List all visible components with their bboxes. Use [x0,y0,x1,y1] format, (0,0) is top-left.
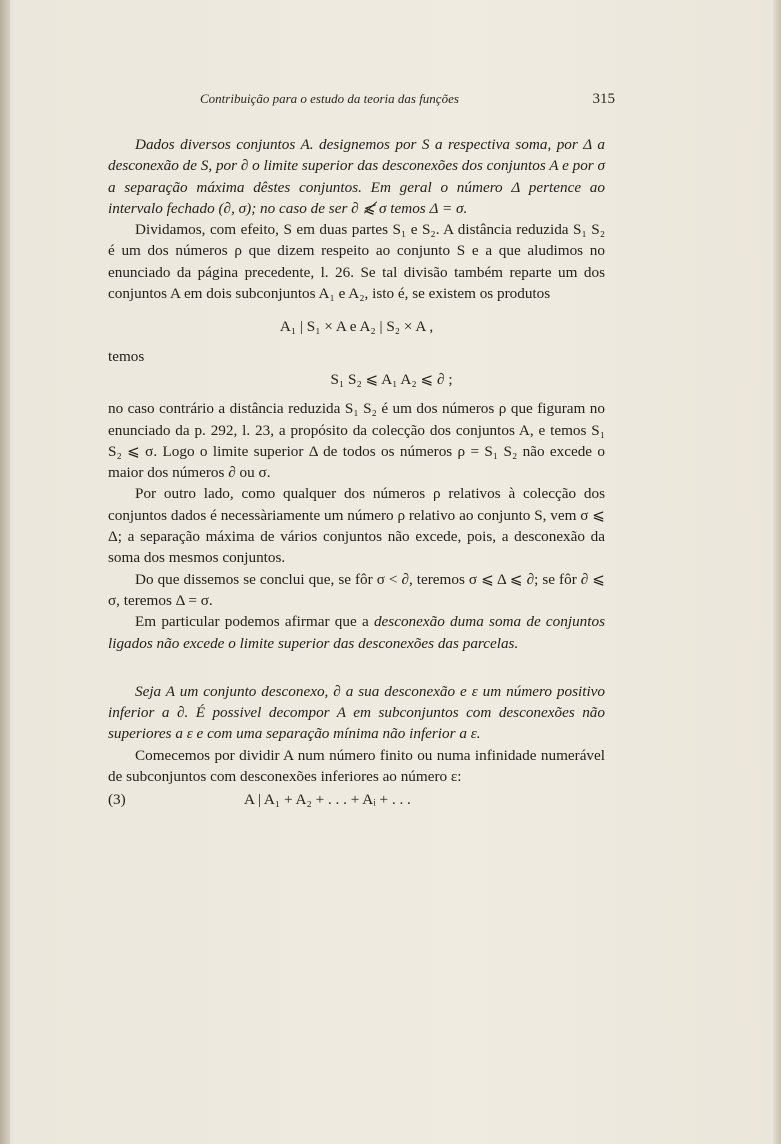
equation-3 [108,789,605,810]
paragraph-conclusion: Do que dissemos se conclui que, se fôr σ < ∂, teremos σ ⩽ Δ ⩽ ∂; se fôr ∂ ⩽ σ, teremos Δ = σ. [108,570,605,609]
running-title: Contribuição para o estudo da teoria das funções [200,91,459,106]
paragraph-proof-3: Por outro lado, como qualquer dos números ρ relativos à colecção dos conjuntos dados é necessàriamente um número ρ relativo ao conjunto S, vem σ ⩽ Δ; a separação máxima de vários conjuntos não excede, pois, a desconexão da soma dos mesmos conjuntos. [108,485,605,567]
running-header [200,91,615,107]
paragraph-theorem-1: Dados diversos conjuntos A. designemos por S a respectiva soma, por Δ a desconexão de S, por ∂ o limite superior das desconexões dos conjuntos A e por σ a separação máxima dêstes conjuntos. Em geral o número Δ pertence ao intervalo fechado (∂, σ); no caso de ser ∂ ⩽̸ σ temos Δ = σ. [108,136,605,217]
page-edge-left [0,0,10,1144]
corollary-statement: desconexão duma soma de conjuntos ligados não excede o limite superior das desconexões das parcelas. [108,613,605,652]
body-text [108,134,605,811]
paragraph-corollary [108,611,605,654]
paragraph-theorem-2: Seja A um conjunto desconexo, ∂ a sua desconexão e ε um número positivo inferior a ∂. É possivel decompor A em subconjuntos com desconexões não superiores a ε e com uma separação mínima não inferior a ε. [108,682,605,743]
equation-body: A | A₁ + A₂ + . . . + Aᵢ + . . . [244,791,411,809]
corollary-lead: Em particular podemos afirmar que a [135,613,374,631]
section-gap [108,654,605,681]
paragraph-proof-1: Dividamos, com efeito, S em duas partes S₁ e S₂. A distância reduzida S₁ S₂ é um dos números ρ que dizem respeito ao conjunto S e a que aludimos no enunciado da página precedente, l. 26. Se tal divisão também reparte um dos conjuntos A em dois subconjuntos A₁ e A₂, isto é, se existem os produtos [108,221,605,303]
formula-inequality: S₁ S₂ ⩽ A₁ A₂ ⩽ ∂ ; [330,370,453,388]
paragraph-proof-4: Comecemos por dividir A num número finito ou numa infinidade numerável de subconjuntos com desconexões inferiores ao número ε: [108,746,605,786]
paragraph-proof-2: no caso contrário a distância reduzida S₁ S₂ é um dos números ρ que figuram no enunciado da p. 292, l. 23, a propósito da colecção dos conjuntos A, e temos S₁ S₂ ⩽ σ. Logo o limite superior Δ de todos os números ρ = S₁ S₂ não excede o maior dos números ∂ ou σ. [108,400,605,482]
page-edge-right [773,0,781,1144]
equation-label: (3) [108,791,126,809]
formula-products: A₁ | S₁ × A e A₂ | S₂ × A , [279,318,434,336]
page-number: 315 [592,91,615,107]
paragraph-temos: temos [108,347,145,365]
